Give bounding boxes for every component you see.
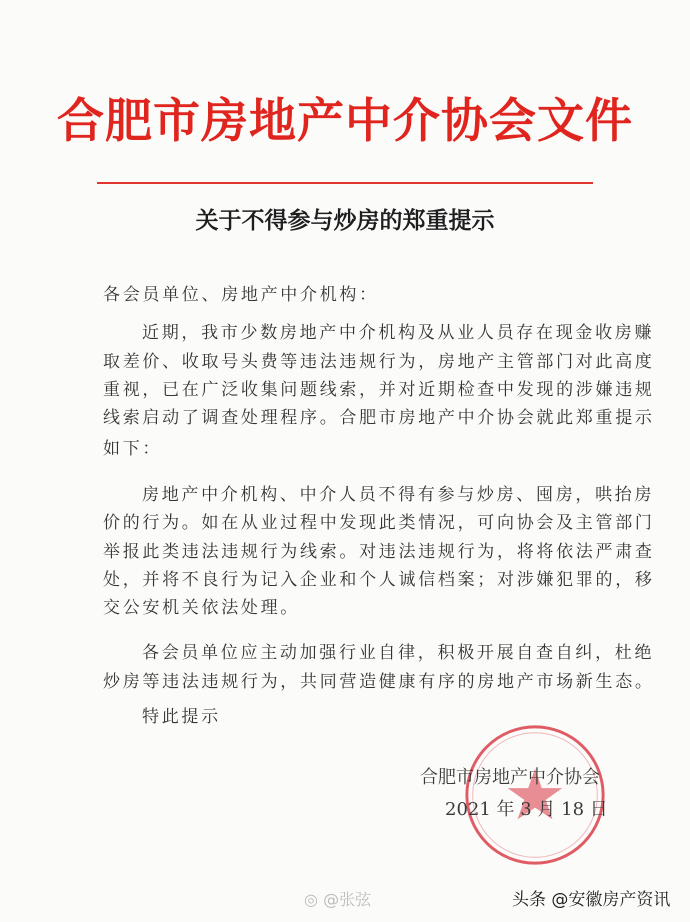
closing-text: 特此提示: [142, 707, 221, 727]
salutation: 各会员单位、房地产中介机构：: [103, 285, 379, 305]
weibo-icon: ◎: [304, 890, 318, 909]
text-line: 如下：: [103, 439, 163, 459]
text-line: 处，并将不良行为记入企业和个人诚信档案；对涉嫌犯罪的，移: [103, 570, 655, 590]
text-line: 取差价、收取号头费等违法违规行为，房地产主管部门对此高度: [103, 352, 655, 372]
text-line: 各会员单位应主动加强行业自律，积极开展自查自纠，杜绝: [142, 643, 655, 663]
document-header-title: 合肥市房地产中介协会文件: [57, 94, 633, 149]
weibo-handle: @张弦: [323, 890, 372, 909]
text-line: 房地产中介机构、中介人员不得有参与炒房、囤房，哄抬房: [142, 485, 655, 505]
red-divider: [97, 182, 593, 184]
weibo-watermark: [304, 889, 371, 911]
text-line: 交公安机关依法处理。: [103, 598, 300, 618]
signature-date: 2021 年 3 月 18 日: [445, 799, 608, 820]
text-line: 举报此类违法违规行为线索。对违法违规行为，将将依法严肃查: [103, 542, 655, 562]
seal-icon: [462, 722, 608, 868]
text-line: 重视，已在广泛收集问题线索，并对近期检查中发现的涉嫌违规: [103, 380, 655, 400]
text-line: 炒房等违法违规行为，共同营造健康有序的房地产市场新生态。: [103, 672, 655, 692]
toutiao-watermark: 头条 @安徽房产资讯: [512, 890, 671, 910]
text-line: 价的行为。如在从业过程中发现此类情况，可向协会及主管部门: [103, 513, 655, 533]
official-seal: [462, 722, 608, 868]
text-line: 近期，我市少数房地产中介机构及从业人员存在现金收房赚: [142, 323, 655, 343]
signature-org: 合肥市房地产中介协会: [420, 767, 600, 788]
document-subtitle: 关于不得参与炒房的郑重提示: [195, 208, 495, 234]
text-line: 线索启动了调查处理程序。合肥市房地产中介协会就此郑重提示: [103, 408, 655, 428]
